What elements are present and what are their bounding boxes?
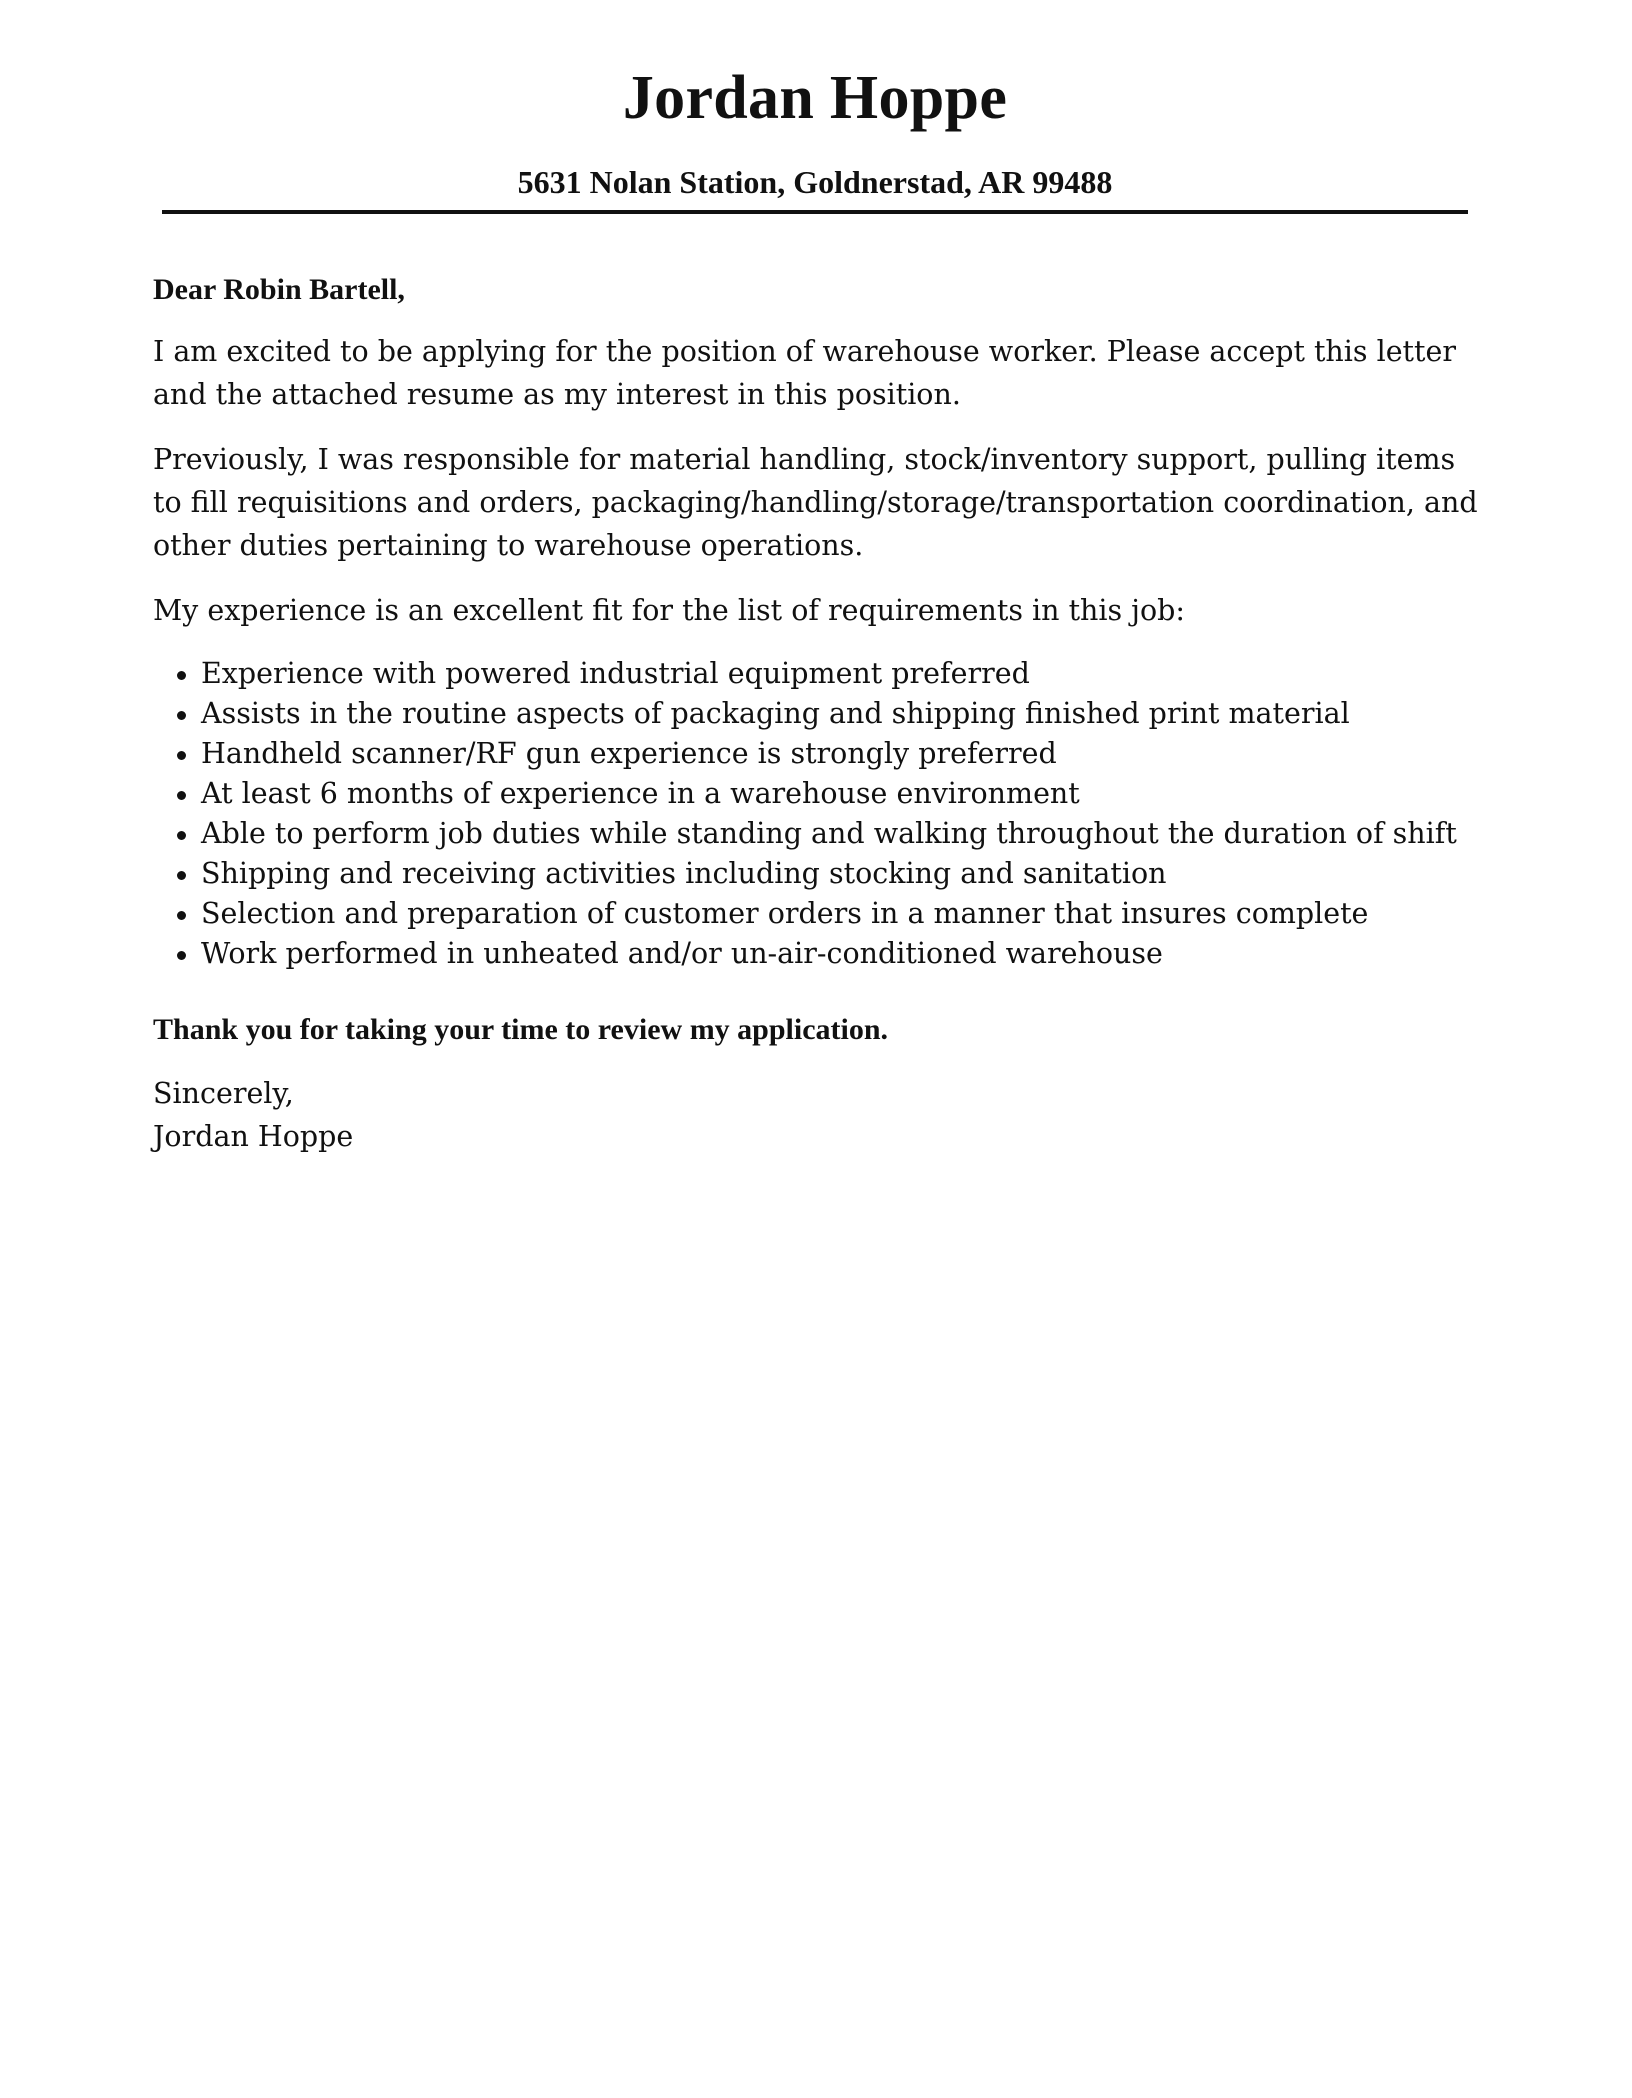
bullet-icon [177,831,186,840]
applicant-name: Jordan Hoppe [622,64,1008,132]
bullet-icon [177,871,186,880]
requirements-list [153,654,1483,974]
list-item-text: Selection and preparation of customer orders in a manner that insures complete [201,897,1369,930]
list-item-text: Assists in the routine aspects of packaging and shipping finished print material [201,697,1350,730]
list-item [153,734,1483,774]
letter-header [162,58,1468,202]
thank-you-line: Thank you for taking your time to review my application. [153,1013,889,1046]
requirements-intro: My experience is an excellent fit for the list of requirements in this job: [153,594,1186,627]
list-item [153,854,1483,894]
closing: Sincerely, [153,1077,294,1110]
list-item-text: Work performed in unheated and/or un-air-conditioned warehouse [201,937,1163,970]
intro-paragraph: I am excited to be applying for the position of warehouse worker. Please accept this letter and the attached resume as my interest in this position. [153,335,1456,411]
list-item [153,894,1483,934]
list-item [153,694,1483,734]
signature-name: Jordan Hoppe [153,1120,354,1153]
header-divider [162,210,1468,214]
bullet-icon [177,751,186,760]
bullet-icon [177,791,186,800]
list-item [153,654,1483,694]
list-item [153,814,1483,854]
bullet-icon [177,711,186,720]
bullet-icon [177,951,186,960]
letter-body [153,270,1483,1158]
salutation: Dear Robin Bartell, [153,273,405,306]
list-item-text: Able to perform job duties while standing and walking throughout the duration of shift [201,817,1457,850]
list-item [153,934,1483,974]
list-item-text: Handheld scanner/RF gun experience is strongly preferred [201,737,1057,770]
bullet-icon [177,911,186,920]
list-item-text: Shipping and receiving activities including stocking and sanitation [201,857,1167,890]
applicant-address: 5631 Nolan Station, Goldnerstad, AR 99488 [517,164,1113,200]
bullet-icon [177,671,186,680]
list-item [153,774,1483,814]
list-item-text: At least 6 months of experience in a warehouse environment [201,777,1080,810]
list-item-text: Experience with powered industrial equipment preferred [201,657,1030,690]
experience-paragraph: Previously, I was responsible for material handling, stock/inventory support, pulling items to fill requisitions and orders, packaging/handling/storage/transportation coordination, and other duties pertaining to warehouse operations. [153,443,1478,562]
